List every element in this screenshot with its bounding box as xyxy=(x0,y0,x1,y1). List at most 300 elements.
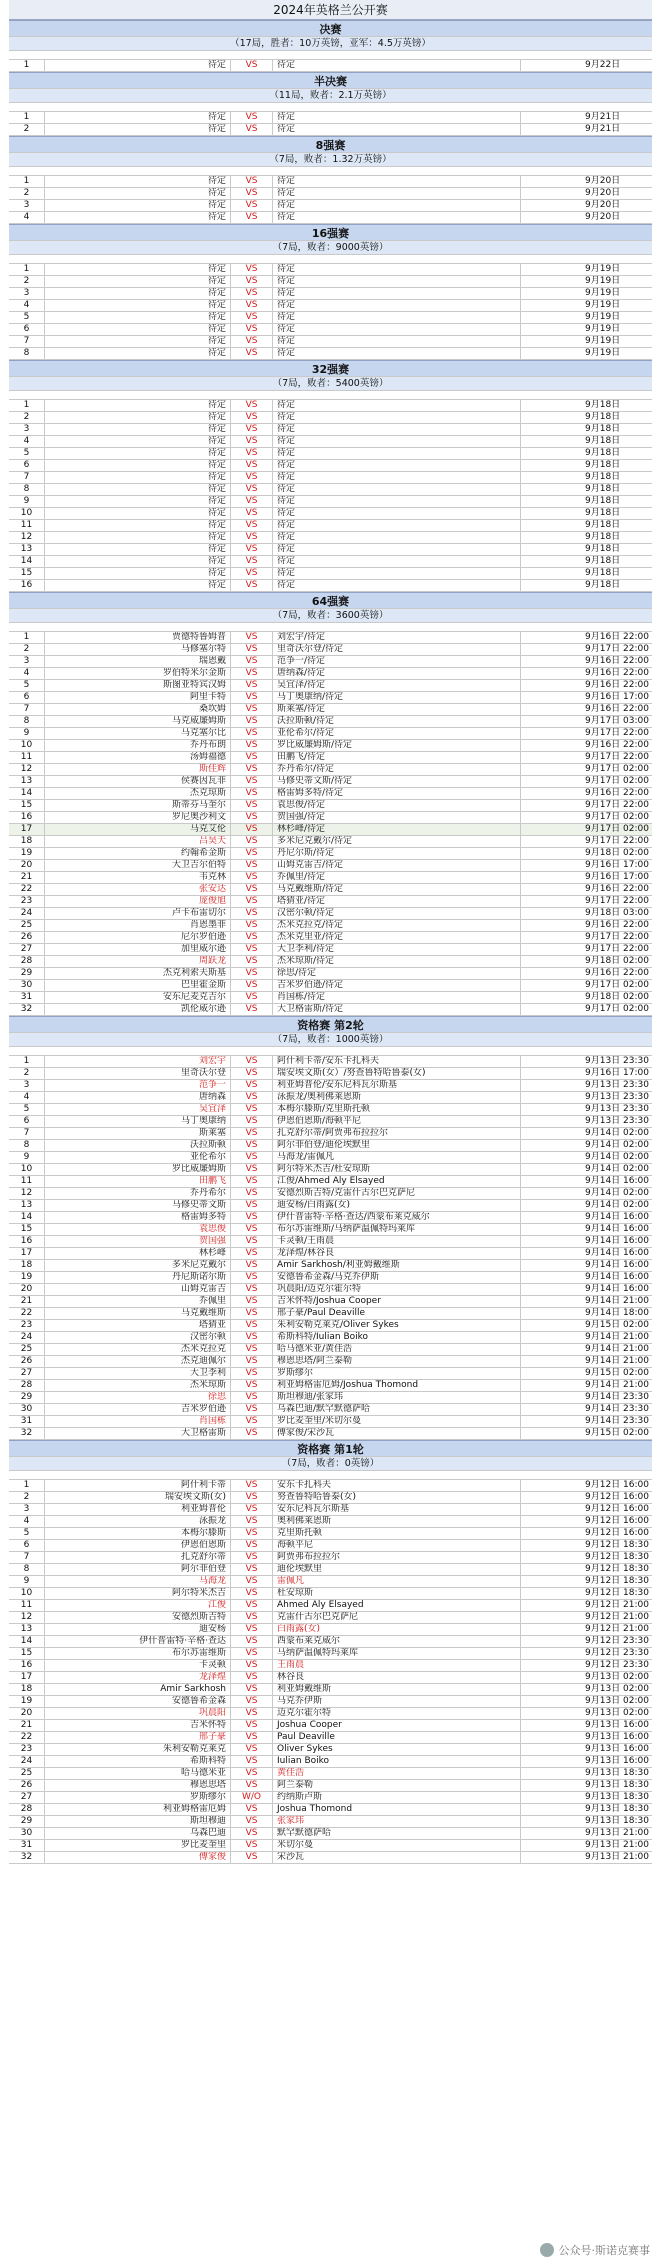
match-row xyxy=(9,872,652,884)
player-b: 林谷良 xyxy=(273,1672,521,1683)
match-time: 9月22日 xyxy=(585,60,621,70)
player-a: 刘宏宇 xyxy=(45,1056,231,1067)
vs-label: VS xyxy=(231,932,273,943)
match-number: 25 xyxy=(9,1768,45,1779)
player-b: 待定 xyxy=(273,124,521,135)
match-time: 9月13日 23:30 xyxy=(585,1092,649,1102)
match-row xyxy=(9,812,652,824)
match-row xyxy=(9,1296,652,1308)
player-b: 塔猜亚/待定 xyxy=(273,896,521,907)
match-row xyxy=(9,1708,652,1720)
player-b: 卡灵顿/王雨晨 xyxy=(273,1236,521,1247)
player-a: 侯赛因瓦菲 xyxy=(45,776,231,787)
match-time: 9月17日 22:00 xyxy=(585,752,649,762)
match-row xyxy=(9,1080,652,1092)
player-b: 汉密尔顿/待定 xyxy=(273,908,521,919)
vs-label: VS xyxy=(231,1188,273,1199)
match-row xyxy=(9,920,652,932)
match-row xyxy=(9,1272,652,1284)
match-row xyxy=(9,424,652,436)
vs-label: VS xyxy=(231,716,273,727)
match-time: 9月17日 22:00 xyxy=(585,836,649,846)
match-row xyxy=(9,1248,652,1260)
player-b: 范争一/待定 xyxy=(273,656,521,667)
vs-label: VS xyxy=(231,212,273,223)
player-a: 待定 xyxy=(45,176,231,187)
match-time: 9月14日 21:00 xyxy=(585,1356,649,1366)
player-a: 肖国栋 xyxy=(45,1416,231,1427)
match-time: 9月12日 16:00 xyxy=(585,1516,649,1526)
player-b: 扎克舒尔蒂/阿贾弗布拉拉尔 xyxy=(273,1128,521,1139)
vs-label: VS xyxy=(231,484,273,495)
match-row xyxy=(9,112,652,124)
match-time: 9月19日 xyxy=(585,276,621,286)
match-number: 32 xyxy=(9,1004,45,1015)
vs-label: VS xyxy=(231,496,273,507)
player-a: 杰米克拉克 xyxy=(45,1344,231,1355)
player-a: 格雷姆多特 xyxy=(45,1212,231,1223)
match-time: 9月12日 18:30 xyxy=(585,1540,649,1550)
match-number: 9 xyxy=(9,728,45,739)
match-time: 9月13日 21:00 xyxy=(585,1852,649,1862)
player-a: 利亚姆普伦 xyxy=(45,1504,231,1515)
vs-label: VS xyxy=(231,1416,273,1427)
match-row xyxy=(9,1552,652,1564)
vs-label: VS xyxy=(231,752,273,763)
vs-label: VS xyxy=(231,288,273,299)
player-a: 韦克林 xyxy=(45,872,231,883)
match-number: 8 xyxy=(9,1564,45,1575)
player-a: 瑞恩戴 xyxy=(45,656,231,667)
match-row xyxy=(9,1212,652,1224)
player-b: 邢子豪/Paul Deaville xyxy=(273,1308,521,1319)
player-a: 斯蒂芬马奎尔 xyxy=(45,800,231,811)
player-a: 待定 xyxy=(45,124,231,135)
match-time: 9月17日 02:00 xyxy=(585,1004,649,1014)
match-number: 9 xyxy=(9,496,45,507)
player-b: 待定 xyxy=(273,460,521,471)
player-b: 巩晨阳/迈克尔霍尔特 xyxy=(273,1284,521,1295)
vs-label: VS xyxy=(231,1260,273,1271)
match-row xyxy=(9,508,652,520)
match-time: 9月12日 16:00 xyxy=(585,1480,649,1490)
player-b: 本梅尔滕斯/克里斯托顿 xyxy=(273,1104,521,1115)
match-row xyxy=(9,1260,652,1272)
match-number: 3 xyxy=(9,1080,45,1091)
match-time: 9月18日 xyxy=(585,448,621,458)
vs-label: VS xyxy=(231,544,273,555)
match-time: 9月14日 16:00 xyxy=(585,1236,649,1246)
section-prize-info: （7局，败者：0英镑） xyxy=(9,1457,652,1471)
player-a: 范争一 xyxy=(45,1080,231,1091)
vs-label: VS xyxy=(231,1540,273,1551)
player-b: 大卫格雷斯/待定 xyxy=(273,1004,521,1015)
match-time: 9月13日 02:00 xyxy=(585,1684,649,1694)
match-time: 9月12日 16:00 xyxy=(585,1504,649,1514)
match-row xyxy=(9,60,652,72)
vs-label: VS xyxy=(231,896,273,907)
player-a: 江俊 xyxy=(45,1600,231,1611)
match-number: 16 xyxy=(9,1660,45,1671)
match-number: 1 xyxy=(9,1056,45,1067)
match-time: 9月16日 22:00 xyxy=(585,632,649,642)
match-row xyxy=(9,836,652,848)
vs-label: VS xyxy=(231,1164,273,1175)
player-a: 凯伦威尔逊 xyxy=(45,1004,231,1015)
vs-label: VS xyxy=(231,980,273,991)
match-row xyxy=(9,848,652,860)
player-b: Paul Deaville xyxy=(273,1732,521,1743)
match-time: 9月18日 xyxy=(585,484,621,494)
vs-label: VS xyxy=(231,632,273,643)
player-b: 伊什普雷特·辛格·查达/西蒙布莱克威尔 xyxy=(273,1212,521,1223)
match-time: 9月13日 16:00 xyxy=(585,1756,649,1766)
player-a: 杰克利索夫斯基 xyxy=(45,968,231,979)
vs-label: VS xyxy=(231,1092,273,1103)
player-b: 待定 xyxy=(273,472,521,483)
player-a: 吉米怀特 xyxy=(45,1720,231,1731)
player-b: 马克戴维斯/待定 xyxy=(273,884,521,895)
match-time: 9月13日 23:30 xyxy=(585,1116,649,1126)
match-number: 21 xyxy=(9,872,45,883)
match-time: 9月17日 03:00 xyxy=(585,716,649,726)
player-a: 阿尔菲伯登 xyxy=(45,1564,231,1575)
match-number: 11 xyxy=(9,1176,45,1187)
player-b: 罗斯缪尔 xyxy=(273,1368,521,1379)
player-b: 迪伦埃默里 xyxy=(273,1564,521,1575)
match-time: 9月13日 23:30 xyxy=(585,1104,649,1114)
player-b: 待定 xyxy=(273,212,521,223)
match-time: 9月18日 xyxy=(585,532,621,542)
player-b: 待定 xyxy=(273,448,521,459)
player-b: 哈马德米亚/黄佳浩 xyxy=(273,1344,521,1355)
match-time: 9月12日 21:00 xyxy=(585,1600,649,1610)
match-number: 14 xyxy=(9,1212,45,1223)
match-time: 9月18日 02:00 xyxy=(585,956,649,966)
match-time: 9月18日 xyxy=(585,400,621,410)
vs-label: VS xyxy=(231,520,273,531)
vs-label: VS xyxy=(231,884,273,895)
player-a: 斯坦穆迪 xyxy=(45,1816,231,1827)
player-b: 丹尼尔斯/待定 xyxy=(273,848,521,859)
match-number: 4 xyxy=(9,1092,45,1103)
vs-label: VS xyxy=(231,1504,273,1515)
match-time: 9月13日 02:00 xyxy=(585,1708,649,1718)
match-row xyxy=(9,1648,652,1660)
section-prize-info: （7局，败者：1000英镑） xyxy=(9,1033,652,1047)
player-b: 安东尼科瓦尔斯基 xyxy=(273,1504,521,1515)
match-row xyxy=(9,1540,652,1552)
match-number: 4 xyxy=(9,1516,45,1527)
vs-label: VS xyxy=(231,1368,273,1379)
match-row xyxy=(9,288,652,300)
match-row xyxy=(9,1852,652,1864)
match-row xyxy=(9,1576,652,1588)
player-a: 待定 xyxy=(45,568,231,579)
match-number: 19 xyxy=(9,1272,45,1283)
player-a: 马克塞尔比 xyxy=(45,728,231,739)
match-time: 9月13日 21:00 xyxy=(585,1840,649,1850)
match-row xyxy=(9,1504,652,1516)
match-number: 3 xyxy=(9,288,45,299)
match-number: 11 xyxy=(9,752,45,763)
match-time: 9月12日 21:00 xyxy=(585,1624,649,1634)
player-b: 伊恩伯恩斯/海顿平尼 xyxy=(273,1116,521,1127)
match-number: 5 xyxy=(9,680,45,691)
vs-label: VS xyxy=(231,788,273,799)
vs-label: VS xyxy=(231,1492,273,1503)
section-title: 16强赛 xyxy=(9,224,652,241)
player-b: 待定 xyxy=(273,60,521,71)
match-time: 9月14日 23:30 xyxy=(585,1416,649,1426)
match-number: 24 xyxy=(9,1756,45,1767)
vs-label: VS xyxy=(231,1660,273,1671)
player-a: 伊什普雷特·辛格·查达 xyxy=(45,1636,231,1647)
match-row xyxy=(9,728,652,740)
vs-label: VS xyxy=(231,400,273,411)
match-number: 27 xyxy=(9,1368,45,1379)
match-number: 8 xyxy=(9,1140,45,1151)
vs-label: VS xyxy=(231,1248,273,1259)
player-a: 杰克琼斯 xyxy=(45,788,231,799)
player-a: 待定 xyxy=(45,472,231,483)
match-row xyxy=(9,800,652,812)
match-number: 29 xyxy=(9,968,45,979)
match-time: 9月18日 xyxy=(585,472,621,482)
section-spacer xyxy=(9,391,652,400)
player-b: 杰米克里亚/待定 xyxy=(273,932,521,943)
vs-label: VS xyxy=(231,1840,273,1851)
player-b: 龙泽煌/林谷良 xyxy=(273,1248,521,1259)
player-b: 斯莱塞/待定 xyxy=(273,704,521,715)
match-time: 9月19日 xyxy=(585,336,621,346)
match-row xyxy=(9,752,652,764)
vs-label: VS xyxy=(231,740,273,751)
match-row xyxy=(9,1092,652,1104)
match-time: 9月13日 23:30 xyxy=(585,1080,649,1090)
match-number: 30 xyxy=(9,1828,45,1839)
match-time: 9月12日 23:30 xyxy=(585,1660,649,1670)
match-time: 9月14日 16:00 xyxy=(585,1176,649,1186)
match-row xyxy=(9,1116,652,1128)
match-time: 9月14日 16:00 xyxy=(585,1248,649,1258)
match-time: 9月14日 21:00 xyxy=(585,1332,649,1342)
player-a: 斯莱塞 xyxy=(45,1128,231,1139)
player-a: 待定 xyxy=(45,200,231,211)
match-row xyxy=(9,1428,652,1440)
match-row xyxy=(9,644,652,656)
match-time: 9月18日 xyxy=(585,568,621,578)
player-a: 大卫格雷斯 xyxy=(45,1428,231,1439)
match-number: 17 xyxy=(9,824,45,835)
player-b: 阿兰泰勒 xyxy=(273,1780,521,1791)
match-time: 9月19日 xyxy=(585,288,621,298)
player-b: 待定 xyxy=(273,312,521,323)
match-number: 26 xyxy=(9,932,45,943)
match-number: 24 xyxy=(9,908,45,919)
player-b: 待定 xyxy=(273,400,521,411)
match-time: 9月14日 18:00 xyxy=(585,1308,649,1318)
match-number: 13 xyxy=(9,1624,45,1635)
match-row xyxy=(9,556,652,568)
player-a: 邢子豪 xyxy=(45,1732,231,1743)
section-title: 决赛 xyxy=(9,20,652,37)
vs-label: VS xyxy=(231,1828,273,1839)
match-number: 1 xyxy=(9,632,45,643)
player-a: 待定 xyxy=(45,324,231,335)
player-a: 待定 xyxy=(45,188,231,199)
player-b: 里奇沃尔登/待定 xyxy=(273,644,521,655)
wechat-icon xyxy=(540,2243,554,2257)
match-number: 13 xyxy=(9,1200,45,1211)
vs-label: VS xyxy=(231,1320,273,1331)
player-a: 大卫李利 xyxy=(45,1368,231,1379)
match-row xyxy=(9,1672,652,1684)
match-number: 20 xyxy=(9,1284,45,1295)
match-row xyxy=(9,1792,652,1804)
vs-label: VS xyxy=(231,124,273,135)
page-title: 2024年英格兰公开赛 xyxy=(9,0,652,20)
player-a: 乔丹希尔 xyxy=(45,1188,231,1199)
player-a: 待定 xyxy=(45,112,231,123)
vs-label: VS xyxy=(231,264,273,275)
player-a: 贺国强 xyxy=(45,1236,231,1247)
bracket-sheet xyxy=(9,0,652,1864)
player-a: 泳振龙 xyxy=(45,1516,231,1527)
vs-label: VS xyxy=(231,1428,273,1439)
player-a: 瑞安埃文斯(女) xyxy=(45,1492,231,1503)
player-a: 吉米罗伯逊 xyxy=(45,1404,231,1415)
player-a: 安东尼麦克吉尔 xyxy=(45,992,231,1003)
match-row xyxy=(9,1236,652,1248)
player-a: 穆恩思塔 xyxy=(45,1780,231,1791)
match-row xyxy=(9,1780,652,1792)
player-b: Oliver Sykes xyxy=(273,1744,521,1755)
player-b: 利亚姆格雷厄姆/Joshua Thomond xyxy=(273,1380,521,1391)
match-number: 25 xyxy=(9,920,45,931)
match-row xyxy=(9,348,652,360)
vs-label: VS xyxy=(231,460,273,471)
player-a: 伊恩伯恩斯 xyxy=(45,1540,231,1551)
player-b: 白雨露(女) xyxy=(273,1624,521,1635)
match-row xyxy=(9,1516,652,1528)
player-b: 田鹏飞/待定 xyxy=(273,752,521,763)
player-a: 塔猜亚 xyxy=(45,1320,231,1331)
player-b: 江俊/Ahmed Aly Elsayed xyxy=(273,1176,521,1187)
player-b: 杰米琼斯/待定 xyxy=(273,956,521,967)
match-time: 9月17日 02:00 xyxy=(585,776,649,786)
section-title: 资格赛 第2轮 xyxy=(9,1016,652,1033)
player-a: 希斯科特 xyxy=(45,1756,231,1767)
player-a: 布尔苏雷维斯 xyxy=(45,1648,231,1659)
player-b: 待定 xyxy=(273,288,521,299)
match-time: 9月19日 xyxy=(585,324,621,334)
match-number: 28 xyxy=(9,1380,45,1391)
match-row xyxy=(9,968,652,980)
player-a: 扎克舒尔蒂 xyxy=(45,1552,231,1563)
player-b: 努查鲁特哈鲁泰(女) xyxy=(273,1492,521,1503)
match-row xyxy=(9,1480,652,1492)
match-time: 9月17日 02:00 xyxy=(585,980,649,990)
player-a: 待定 xyxy=(45,520,231,531)
match-number: 21 xyxy=(9,1296,45,1307)
match-time: 9月17日 02:00 xyxy=(585,812,649,822)
match-time: 9月20日 xyxy=(585,188,621,198)
player-b: 阿贾弗布拉拉尔 xyxy=(273,1552,521,1563)
match-row xyxy=(9,656,652,668)
match-number: 4 xyxy=(9,212,45,223)
match-time: 9月14日 23:30 xyxy=(585,1392,649,1402)
match-number: 27 xyxy=(9,944,45,955)
player-a: 沃拉斯顿 xyxy=(45,1140,231,1151)
section-title: 32强赛 xyxy=(9,360,652,377)
match-row xyxy=(9,704,652,716)
match-row xyxy=(9,200,652,212)
match-number: 2 xyxy=(9,1492,45,1503)
match-time: 9月18日 xyxy=(585,508,621,518)
match-row xyxy=(9,992,652,1004)
match-time: 9月12日 18:30 xyxy=(585,1588,649,1598)
player-a: 加里威尔逊 xyxy=(45,944,231,955)
match-row xyxy=(9,980,652,992)
match-number: 4 xyxy=(9,436,45,447)
match-number: 6 xyxy=(9,1540,45,1551)
match-row xyxy=(9,680,652,692)
vs-label: VS xyxy=(231,1732,273,1743)
match-row xyxy=(9,336,652,348)
player-b: 利亚姆戴维斯 xyxy=(273,1684,521,1695)
match-number: 5 xyxy=(9,1528,45,1539)
vs-label: VS xyxy=(231,692,273,703)
match-time: 9月14日 16:00 xyxy=(585,1260,649,1270)
vs-label: VS xyxy=(231,1284,273,1295)
match-number: 7 xyxy=(9,472,45,483)
match-time: 9月12日 16:00 xyxy=(585,1528,649,1538)
match-row xyxy=(9,1200,652,1212)
vs-label: VS xyxy=(231,1636,273,1647)
match-number: 22 xyxy=(9,884,45,895)
vs-label: VS xyxy=(231,112,273,123)
player-a: 待定 xyxy=(45,556,231,567)
match-row xyxy=(9,1068,652,1080)
vs-label: VS xyxy=(231,1804,273,1815)
vs-label: VS xyxy=(231,1756,273,1767)
vs-label: VS xyxy=(231,728,273,739)
match-number: 15 xyxy=(9,568,45,579)
player-b: 贺国强/待定 xyxy=(273,812,521,823)
vs-label: VS xyxy=(231,1296,273,1307)
match-row xyxy=(9,788,652,800)
player-b: 海顿平尼 xyxy=(273,1540,521,1551)
vs-label: VS xyxy=(231,1552,273,1563)
player-a: 乌森巴迪 xyxy=(45,1828,231,1839)
player-b: 斯坦穆迪/张家玮 xyxy=(273,1392,521,1403)
match-number: 6 xyxy=(9,692,45,703)
player-a: 斯图亚特宾汉姆 xyxy=(45,680,231,691)
match-time: 9月13日 21:00 xyxy=(585,1828,649,1838)
match-row xyxy=(9,532,652,544)
player-b: 待定 xyxy=(273,508,521,519)
player-a: 阿什利卡蒂 xyxy=(45,1480,231,1491)
match-number: 22 xyxy=(9,1308,45,1319)
vs-label: VS xyxy=(231,1272,273,1283)
player-b: 安德烈斯吉特/克雷什古尔巴克萨尼 xyxy=(273,1188,521,1199)
match-number: 23 xyxy=(9,896,45,907)
section-title: 8强赛 xyxy=(9,136,652,153)
vs-label: VS xyxy=(231,1624,273,1635)
match-time: 9月18日 xyxy=(585,412,621,422)
match-time: 9月16日 22:00 xyxy=(585,884,649,894)
